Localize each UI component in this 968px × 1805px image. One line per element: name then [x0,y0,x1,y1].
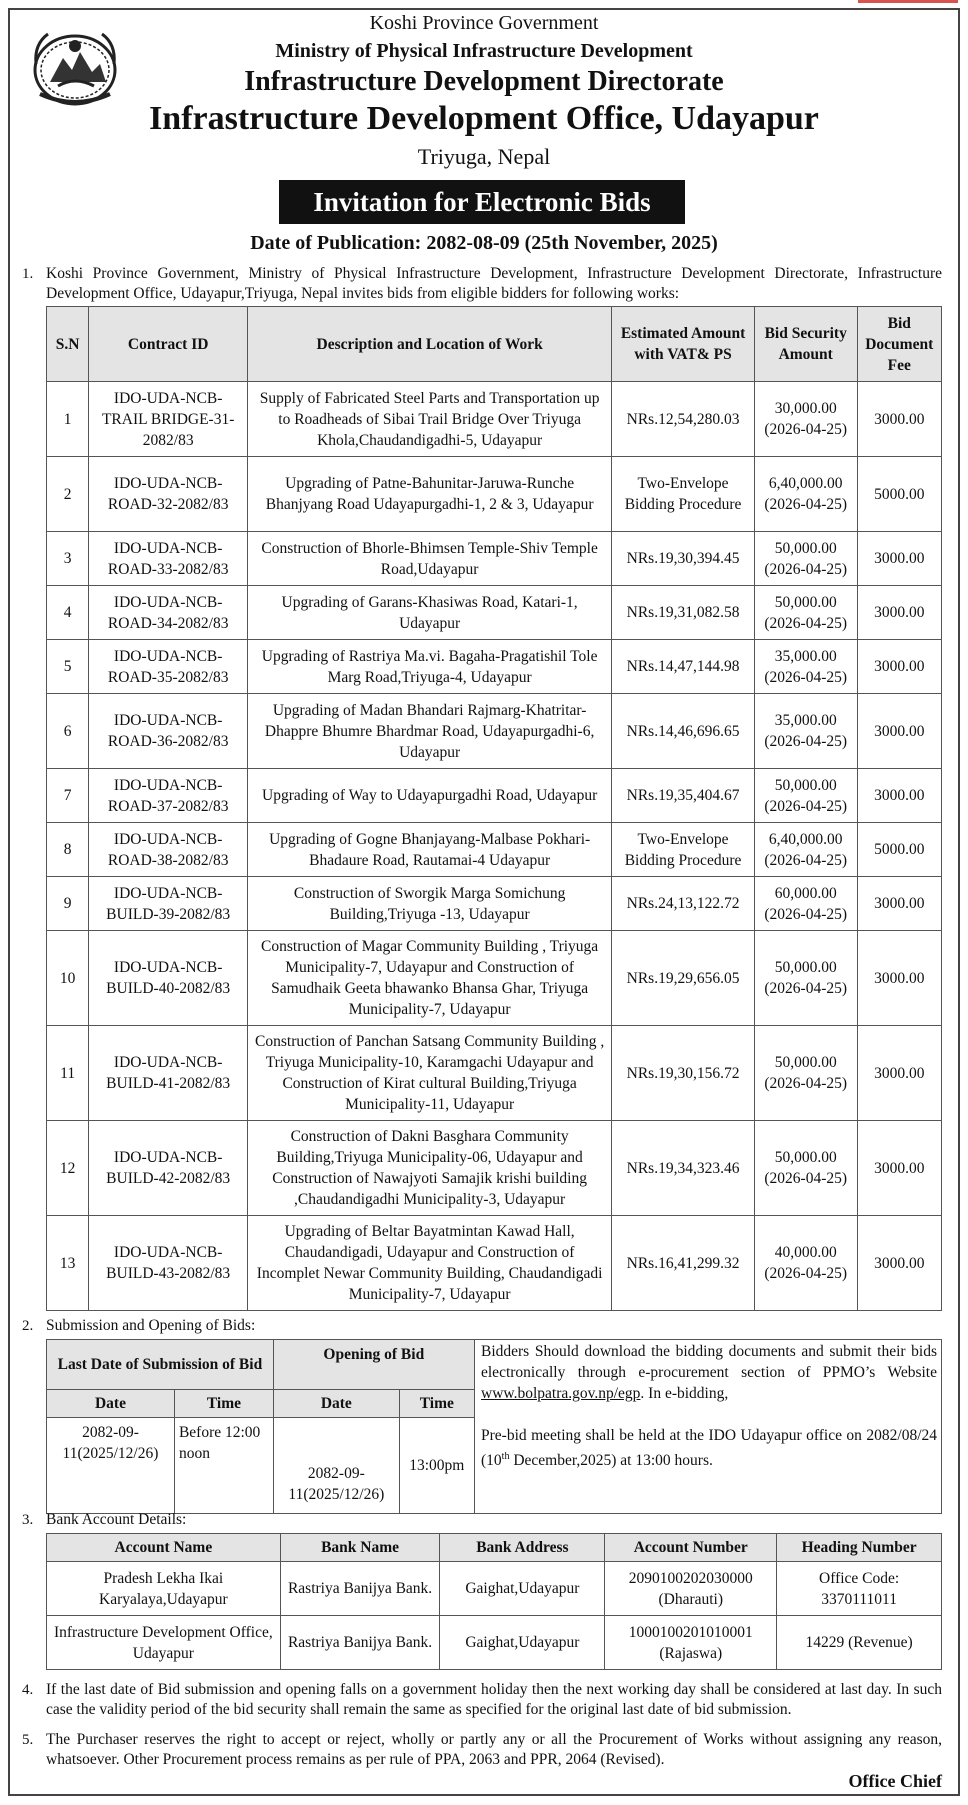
submission-date-label: Date [47,1390,175,1418]
description-cell: Supply of Fabricated Steel Parts and Transportation up to Roadheads of Sibai Trail Bridge Over Triyuga Khola,Chaudandigadhi-5, Udayapur [248,382,612,457]
signature-office-chief: Office Chief [848,1771,942,1791]
heading-number-cell: 14229 (Revenue) [777,1616,942,1670]
col-contract-id: Contract ID [89,307,248,382]
estimated-amount-cell: NRs.19,30,394.45 [612,532,755,586]
bank-address-cell: Gaighat,Udayapur [440,1562,605,1616]
col-description: Description and Location of Work [248,307,612,382]
section-1-number: 1. [22,266,34,282]
works-table-row [47,532,942,586]
contract-id-cell: IDO-UDA-NCB-BUILD-40-2082/83 [89,931,248,1026]
sn-cell: 10 [47,931,89,1026]
contract-id-cell: IDO-UDA-NCB-ROAD-35-2082/83 [89,640,248,694]
sn-cell: 12 [47,1121,89,1216]
bid-fee-cell: 3000.00 [857,586,942,640]
prebid-text-1: Pre-bid meeting shall be held at the IDO Udayapur office on 2082/08/24 (10 [481,1427,937,1470]
account-number-cell: 2090100202030000 (Dharauti) [605,1562,777,1616]
sn-cell: 13 [47,1216,89,1311]
note-text-2: . In e-bidding, [640,1385,729,1402]
publication-date: Date of Publication: 2082-08-09 (25th November, 2025) [250,232,718,254]
bid-fee-cell: 3000.00 [857,1121,942,1216]
opening-date-label: Date [273,1390,399,1418]
bid-security-cell: 50,000.00 (2026-04-25) [754,1121,857,1216]
sn-cell: 7 [47,769,89,823]
description-cell: Upgrading of Beltar Bayatmintan Kawad Hall, Chaudandigadi, Udayapur and Construction of Incomplet Newar Community Building, Chaudandigadi Municipality-7, Udayapur [248,1216,612,1311]
bid-fee-cell: 3000.00 [857,532,942,586]
col-account-name: Account Name [47,1534,281,1562]
bid-security-cell: 50,000.00 (2026-04-25) [754,769,857,823]
submission-time-value: Before 12:00 noon [174,1418,273,1514]
bid-security-cell: 50,000.00 (2026-04-25) [754,1026,857,1121]
description-cell: Upgrading of Madan Bhandari Rajmarg-Khatritar-Dhappre Bhumre Bhardmar Road, Udayapurgadhi-6, Udayapur [248,694,612,769]
submission-date-value: 2082-09-11(2025/12/26) [47,1418,175,1514]
description-cell: Upgrading of Patne-Bahunitar-Jaruwa-Runche Bhanjyang Road Udayapurgadhi-1, 2 & 3, Udayapur [248,457,612,532]
description-cell: Construction of Bhorle-Bhimsen Temple-Shiv Temple Road,Udayapur [248,532,612,586]
estimated-amount-cell: NRs.19,34,323.46 [612,1121,755,1216]
sn-cell: 11 [47,1026,89,1121]
contract-id-cell: IDO-UDA-NCB-BUILD-39-2082/83 [89,877,248,931]
last-date-header: Last Date of Submission of Bid [47,1340,274,1390]
account-number-cell: 1000100201010001 (Rajaswa) [605,1616,777,1670]
submission-time-label: Time [174,1390,273,1418]
sn-cell: 1 [47,382,89,457]
sn-cell: 3 [47,532,89,586]
contract-id-cell: IDO-UDA-NCB-BUILD-43-2082/83 [89,1216,248,1311]
bank-table [46,1533,942,1670]
bank-table-row [47,1616,942,1670]
bid-fee-cell: 3000.00 [857,877,942,931]
section-5-number: 5. [22,1732,34,1748]
bid-fee-cell: 5000.00 [857,457,942,532]
sn-cell: 4 [47,586,89,640]
col-bid-fee: Bid Document Fee [857,307,942,382]
works-table-row [47,586,942,640]
contract-id-cell: IDO-UDA-NCB-ROAD-34-2082/83 [89,586,248,640]
contract-id-cell: IDO-UDA-NCB-ROAD-32-2082/83 [89,457,248,532]
bid-fee-cell: 3000.00 [857,1216,942,1311]
description-cell: Construction of Sworgik Marga Somichung Building,Triyuga -13, Udayapur [248,877,612,931]
estimated-amount-cell: NRs.19,31,082.58 [612,586,755,640]
description-cell: Upgrading of Way to Udayapurgadhi Road, Udayapur [248,769,612,823]
section-3-number: 3. [22,1512,34,1528]
account-name-cell: Pradesh Lekha Ikai Karyalaya,Udayapur [47,1562,281,1616]
bid-security-cell: 30,000.00 (2026-04-25) [754,382,857,457]
header-directorate: Infrastructure Development Directorate [244,66,724,97]
bid-fee-cell: 3000.00 [857,640,942,694]
works-table-header [47,307,942,382]
contract-id-cell: IDO-UDA-NCB-ROAD-36-2082/83 [89,694,248,769]
estimated-amount-cell: NRs.19,30,156.72 [612,1026,755,1121]
header-ministry: Ministry of Physical Infrastructure Development [275,40,693,62]
works-table-row [47,382,942,457]
description-cell: Construction of Panchan Satsang Community Building , Triyuga Municipality-10, Karamgachi Udayapur and Construction of Kirat cultural Building,Triyuga Municipality-11, Udayapur [248,1026,612,1121]
bid-fee-cell: 3000.00 [857,769,942,823]
col-sn: S.N [47,307,89,382]
sn-cell: 2 [47,457,89,532]
sn-cell: 8 [47,823,89,877]
description-cell: Construction of Dakni Basghara Community Building,Triyuga Municipality-06, Udayapur and Construction of Nawajyoti Samajik krishi building ,Chaudandigadhi Municipality-3, Udayapur [248,1121,612,1216]
bid-security-cell: 6,40,000.00 (2026-04-25) [754,457,857,532]
bid-security-cell: 50,000.00 (2026-04-25) [754,532,857,586]
works-table-row [47,1216,942,1311]
contract-id-cell: IDO-UDA-NCB-ROAD-37-2082/83 [89,769,248,823]
col-heading-number: Heading Number [777,1534,942,1562]
bid-security-cell: 35,000.00 (2026-04-25) [754,694,857,769]
bank-name-cell: Rastriya Banijya Bank. [280,1616,440,1670]
top-red-strip [858,0,958,3]
description-cell: Construction of Magar Community Building , Triyuga Municipality-7, Udayapur and Construction of Samudhaik Geeta bhawanko Bhansa Ghar, Triyuga Municipality-7, Udayapur [248,931,612,1026]
estimated-amount-cell: NRs.19,29,656.05 [612,931,755,1026]
works-table [46,306,942,1311]
note-text-1: Bidders Should download the bidding documents and submit their bids electronically through e-procurement section of PPMO’s Website [481,1343,937,1381]
contract-id-cell: IDO-UDA-NCB-ROAD-33-2082/83 [89,532,248,586]
contract-id-cell: IDO-UDA-NCB-TRAIL BRIDGE-31-2082/83 [89,382,248,457]
e-bidding-instructions [481,1341,937,1404]
contract-id-cell: IDO-UDA-NCB-BUILD-42-2082/83 [89,1121,248,1216]
bank-table-body [47,1562,942,1670]
opening-header: Opening of Bid [273,1340,474,1390]
bid-fee-cell: 3000.00 [857,382,942,457]
bid-fee-cell: 5000.00 [857,823,942,877]
works-table-row [47,694,942,769]
estimated-amount-cell: NRs.14,46,696.65 [612,694,755,769]
works-table-row [47,457,942,532]
bid-fee-cell: 3000.00 [857,931,942,1026]
section-1-text: Koshi Province Government, Ministry of Physical Infrastructure Development, Infrastructure Development Directorate, Infrastructure Development Office, Udayapur,Triyuga, Nepal invites bids from eligible bidders for following works: [46,265,942,302]
bank-name-cell: Rastriya Banijya Bank. [280,1562,440,1616]
bid-fee-cell: 3000.00 [857,694,942,769]
col-estimated-amount: Estimated Amount with VAT& PS [612,307,755,382]
estimated-amount-cell: Two-Envelope Bidding Procedure [612,457,755,532]
works-table-row [47,640,942,694]
header-office: Infrastructure Development Office, Udayapur [149,100,819,137]
bid-security-cell: 50,000.00 (2026-04-25) [754,931,857,1026]
bid-security-cell: 6,40,000.00 (2026-04-25) [754,823,857,877]
title-banner: Invitation for Electronic Bids [279,180,685,224]
bid-security-cell: 60,000.00 (2026-04-25) [754,877,857,931]
description-cell: Upgrading of Garans-Khasiwas Road, Katari-1, Udayapur [248,586,612,640]
works-table-row [47,931,942,1026]
section-5-text: The Purchaser reserves the right to accept or reject, wholly or partly any or all the Procurement of Works without assigning any reason, whatsoever. Other Procurement process remains as per rule of PPA, 2063 and PPR, 2064 (Revised). [46,1731,942,1768]
prebid-meeting-note [481,1425,937,1471]
works-table-body [47,382,942,1311]
section-4-number: 4. [22,1682,34,1698]
account-name-cell: Infrastructure Development Office, Udayapur [47,1616,281,1670]
heading-number-cell: Office Code: 3370111011 [777,1562,942,1616]
col-account-number: Account Number [605,1534,777,1562]
works-table-row [47,769,942,823]
prebid-text-2: December,2025) at 13:00 hours. [509,1452,713,1470]
section-3-title: Bank Account Details: [46,1511,187,1528]
watermark [262,860,682,930]
header-province: Koshi Province Government [369,12,599,34]
opening-date-value: 2082-09-11(2025/12/26) [273,1418,399,1514]
works-table-row [47,1026,942,1121]
description-cell: Upgrading of Rastriya Ma.vi. Bagaha-Pragatishil Tole Marg Road,Triyuga-4, Udayapur [248,640,612,694]
sn-cell: 5 [47,640,89,694]
works-table-row [47,1121,942,1216]
estimated-amount-cell: NRs.14,47,144.98 [612,640,755,694]
estimated-amount-cell: Two-Envelope Bidding Procedure [612,823,755,877]
bid-security-cell: 35,000.00 (2026-04-25) [754,640,857,694]
col-bank-address: Bank Address [440,1534,605,1562]
submission-note [481,1341,937,1471]
estimated-amount-cell: NRs.19,35,404.67 [612,769,755,823]
contract-id-cell: IDO-UDA-NCB-BUILD-41-2082/83 [89,1026,248,1121]
estimated-amount-cell: NRs.24,13,122.72 [612,877,755,931]
bolpatra-link[interactable]: www.bolpatra.gov.np/egp [481,1385,641,1402]
bid-fee-cell: 3000.00 [857,1026,942,1121]
col-bid-security: Bid Security Amount [754,307,857,382]
section-2-number: 2. [22,1318,34,1334]
bid-security-cell: 40,000.00 (2026-04-25) [754,1216,857,1311]
opening-time-label: Time [399,1390,474,1418]
col-bank-name: Bank Name [280,1534,440,1562]
estimated-amount-cell: NRs.16,41,299.32 [612,1216,755,1311]
section-2-title: Submission and Opening of Bids: [46,1317,256,1334]
estimated-amount-cell: NRs.12,54,280.03 [612,382,755,457]
contract-id-cell: IDO-UDA-NCB-ROAD-38-2082/83 [89,823,248,877]
bid-security-cell: 50,000.00 (2026-04-25) [754,586,857,640]
prebid-superscript: th [501,1451,510,1462]
bank-address-cell: Gaighat,Udayapur [440,1616,605,1670]
opening-time-value: 13:00pm [399,1418,474,1514]
sn-cell: 6 [47,694,89,769]
bank-table-row [47,1562,942,1616]
description-cell: Upgrading of Gogne Bhanjayang-Malbase Pokhari-Bhadaure Road, Rautamai-4 Udayapur [248,823,612,877]
section-4-text: If the last date of Bid submission and opening falls on a government holiday then the next working day shall be considered at last day. In such case the validity period of the bid security shall remain the same as specified for the original last date of bid submission. [46,1681,942,1718]
header-location: Triyuga, Nepal [417,144,551,169]
sn-cell: 9 [47,877,89,931]
